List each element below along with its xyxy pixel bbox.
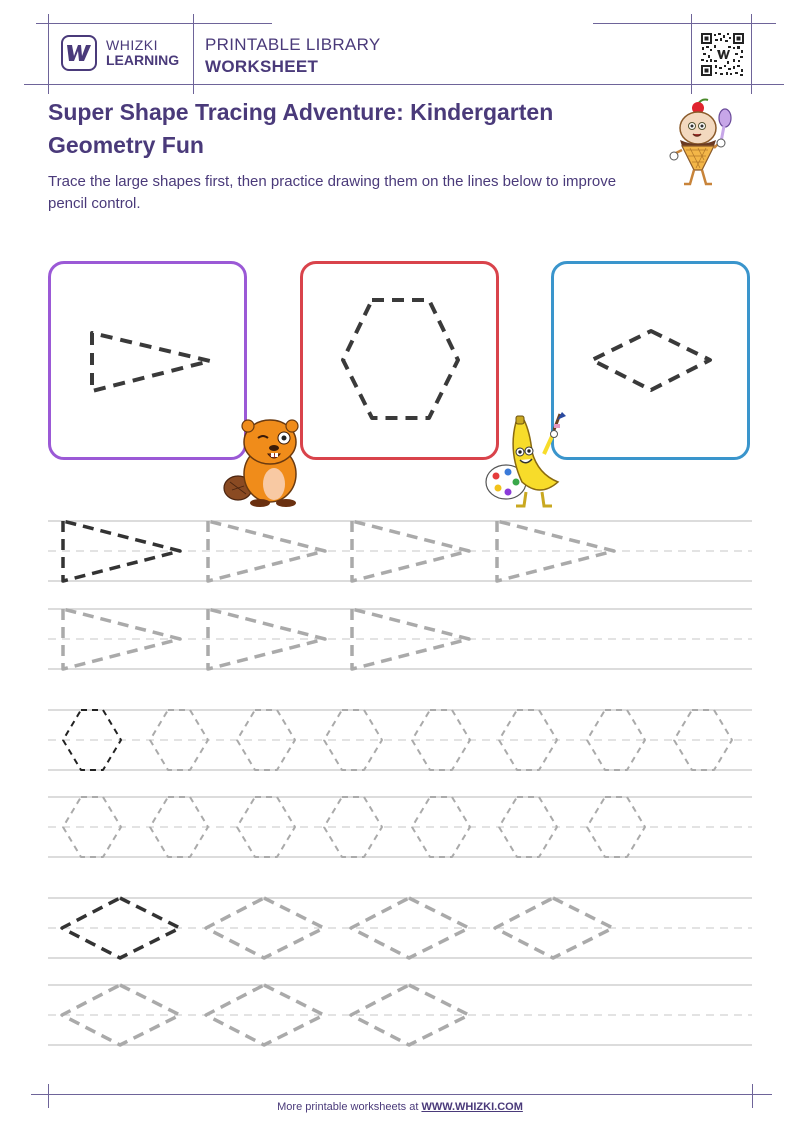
library-line-2: WORKSHEET bbox=[205, 57, 319, 76]
row-5-rhombus bbox=[48, 898, 752, 958]
row-4-hexagon bbox=[48, 797, 752, 857]
footer-text: More printable worksheets at bbox=[277, 1101, 422, 1113]
footer-rule bbox=[31, 1094, 772, 1095]
row-1-triangle bbox=[48, 521, 752, 581]
row-6-rhombus bbox=[48, 985, 752, 1045]
footer bbox=[0, 1101, 800, 1113]
row-2-triangle bbox=[48, 609, 752, 669]
brand-line-2: LEARNING bbox=[106, 52, 180, 68]
row-3-hexagon bbox=[48, 710, 752, 770]
library-line-1: PRINTABLE LIBRARY bbox=[205, 35, 381, 54]
brand-line-1: WHIZKI bbox=[106, 37, 158, 53]
worksheet-title: Super Shape Tracing Adventure: Kindergarten Geometry Fun bbox=[48, 99, 554, 158]
worksheet-instructions: Trace the large shapes first, then practice drawing them on the lines below to improve pencil control. bbox=[48, 173, 617, 212]
footer-link[interactable]: WWW.WHIZKI.COM bbox=[421, 1101, 523, 1113]
